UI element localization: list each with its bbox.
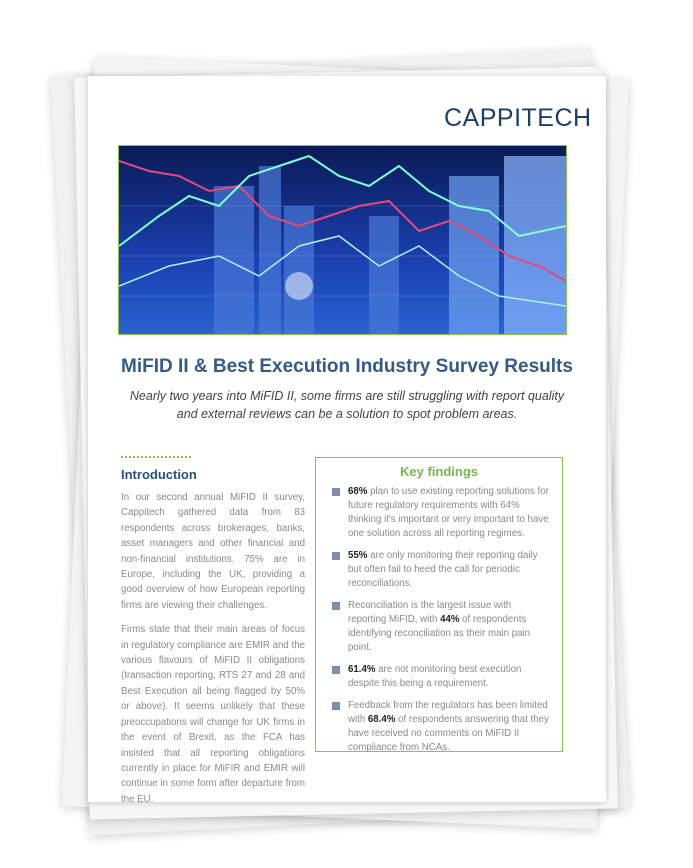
introduction-paragraph: In our second annual MiFID II survey, Cappitech gathered data from 83 respondents across brokerages, banks, asset managers and other financial and non-financial institutions. 75% are in Europe, including the UK, providing a good overview of how European reporting firms are viewing their challenges. bbox=[121, 492, 305, 611]
finding-stat: 55% bbox=[348, 550, 368, 561]
introduction-text bbox=[121, 490, 305, 816]
finding-text: Reconciliation is the largest issue with reporting MiFID, with bbox=[348, 600, 512, 625]
introduction-paragraph: Firms state that their main areas of focus in regulatory compliance are EMIR and the various flavours of MiFID II obligations (transaction reporting, RTS 27 and 28 and Best Execution all being flagged by 50% or above). It seems unlikely that these preoccupations will change for UK firms in the event of Brexit, as the FCA has insisted that all reporting obligations currently in place for MiFIR and EMIR will continue in some form after departure from the EU. bbox=[121, 624, 305, 805]
finding-stat: 68% bbox=[348, 486, 368, 497]
finding-stat: 44% bbox=[440, 614, 460, 625]
dotted-divider bbox=[121, 456, 191, 458]
finding-item bbox=[326, 549, 552, 591]
document-page bbox=[88, 76, 606, 805]
finding-text: are only monitoring their reporting daily but often fail to heed the call for periodic reconciliations. bbox=[348, 550, 538, 589]
finding-stat: 68.4% bbox=[367, 714, 396, 725]
finding-text: of respondents answering that they have received no comments on MiFID II compliance from NCAs. bbox=[348, 714, 549, 753]
introduction-heading: Introduction bbox=[121, 467, 197, 482]
document-title: MiFID II & Best Execution Industry Survey Results bbox=[121, 356, 573, 377]
document-subtitle: Nearly two years into MiFID II, some firms are still struggling with report quality and external reviews can be a solution to spot problem areas. bbox=[129, 389, 565, 421]
finding-item bbox=[326, 699, 552, 755]
finding-text: of respondents identifying reconciliation as their main pain point. bbox=[348, 614, 531, 653]
finding-item bbox=[326, 485, 552, 541]
key-findings-heading: Key findings bbox=[399, 464, 478, 479]
finding-text: Feedback from the regulators has been limited with bbox=[348, 700, 548, 725]
finding-stat: 61.4% bbox=[348, 664, 376, 675]
finding-text: plan to use existing reporting solutions for future regulatory requirements with 64% thinking it's important or very important to have one solution across all reporting regimes. bbox=[348, 486, 549, 539]
finding-item bbox=[326, 599, 552, 655]
key-findings-box bbox=[315, 457, 563, 752]
cappitech-logo: CAPPITECH bbox=[444, 104, 592, 132]
hero-image-financial-city bbox=[118, 145, 567, 335]
finding-item bbox=[326, 663, 552, 691]
finding-text: are not monitoring best execution despite this being a requirement. bbox=[348, 664, 522, 689]
